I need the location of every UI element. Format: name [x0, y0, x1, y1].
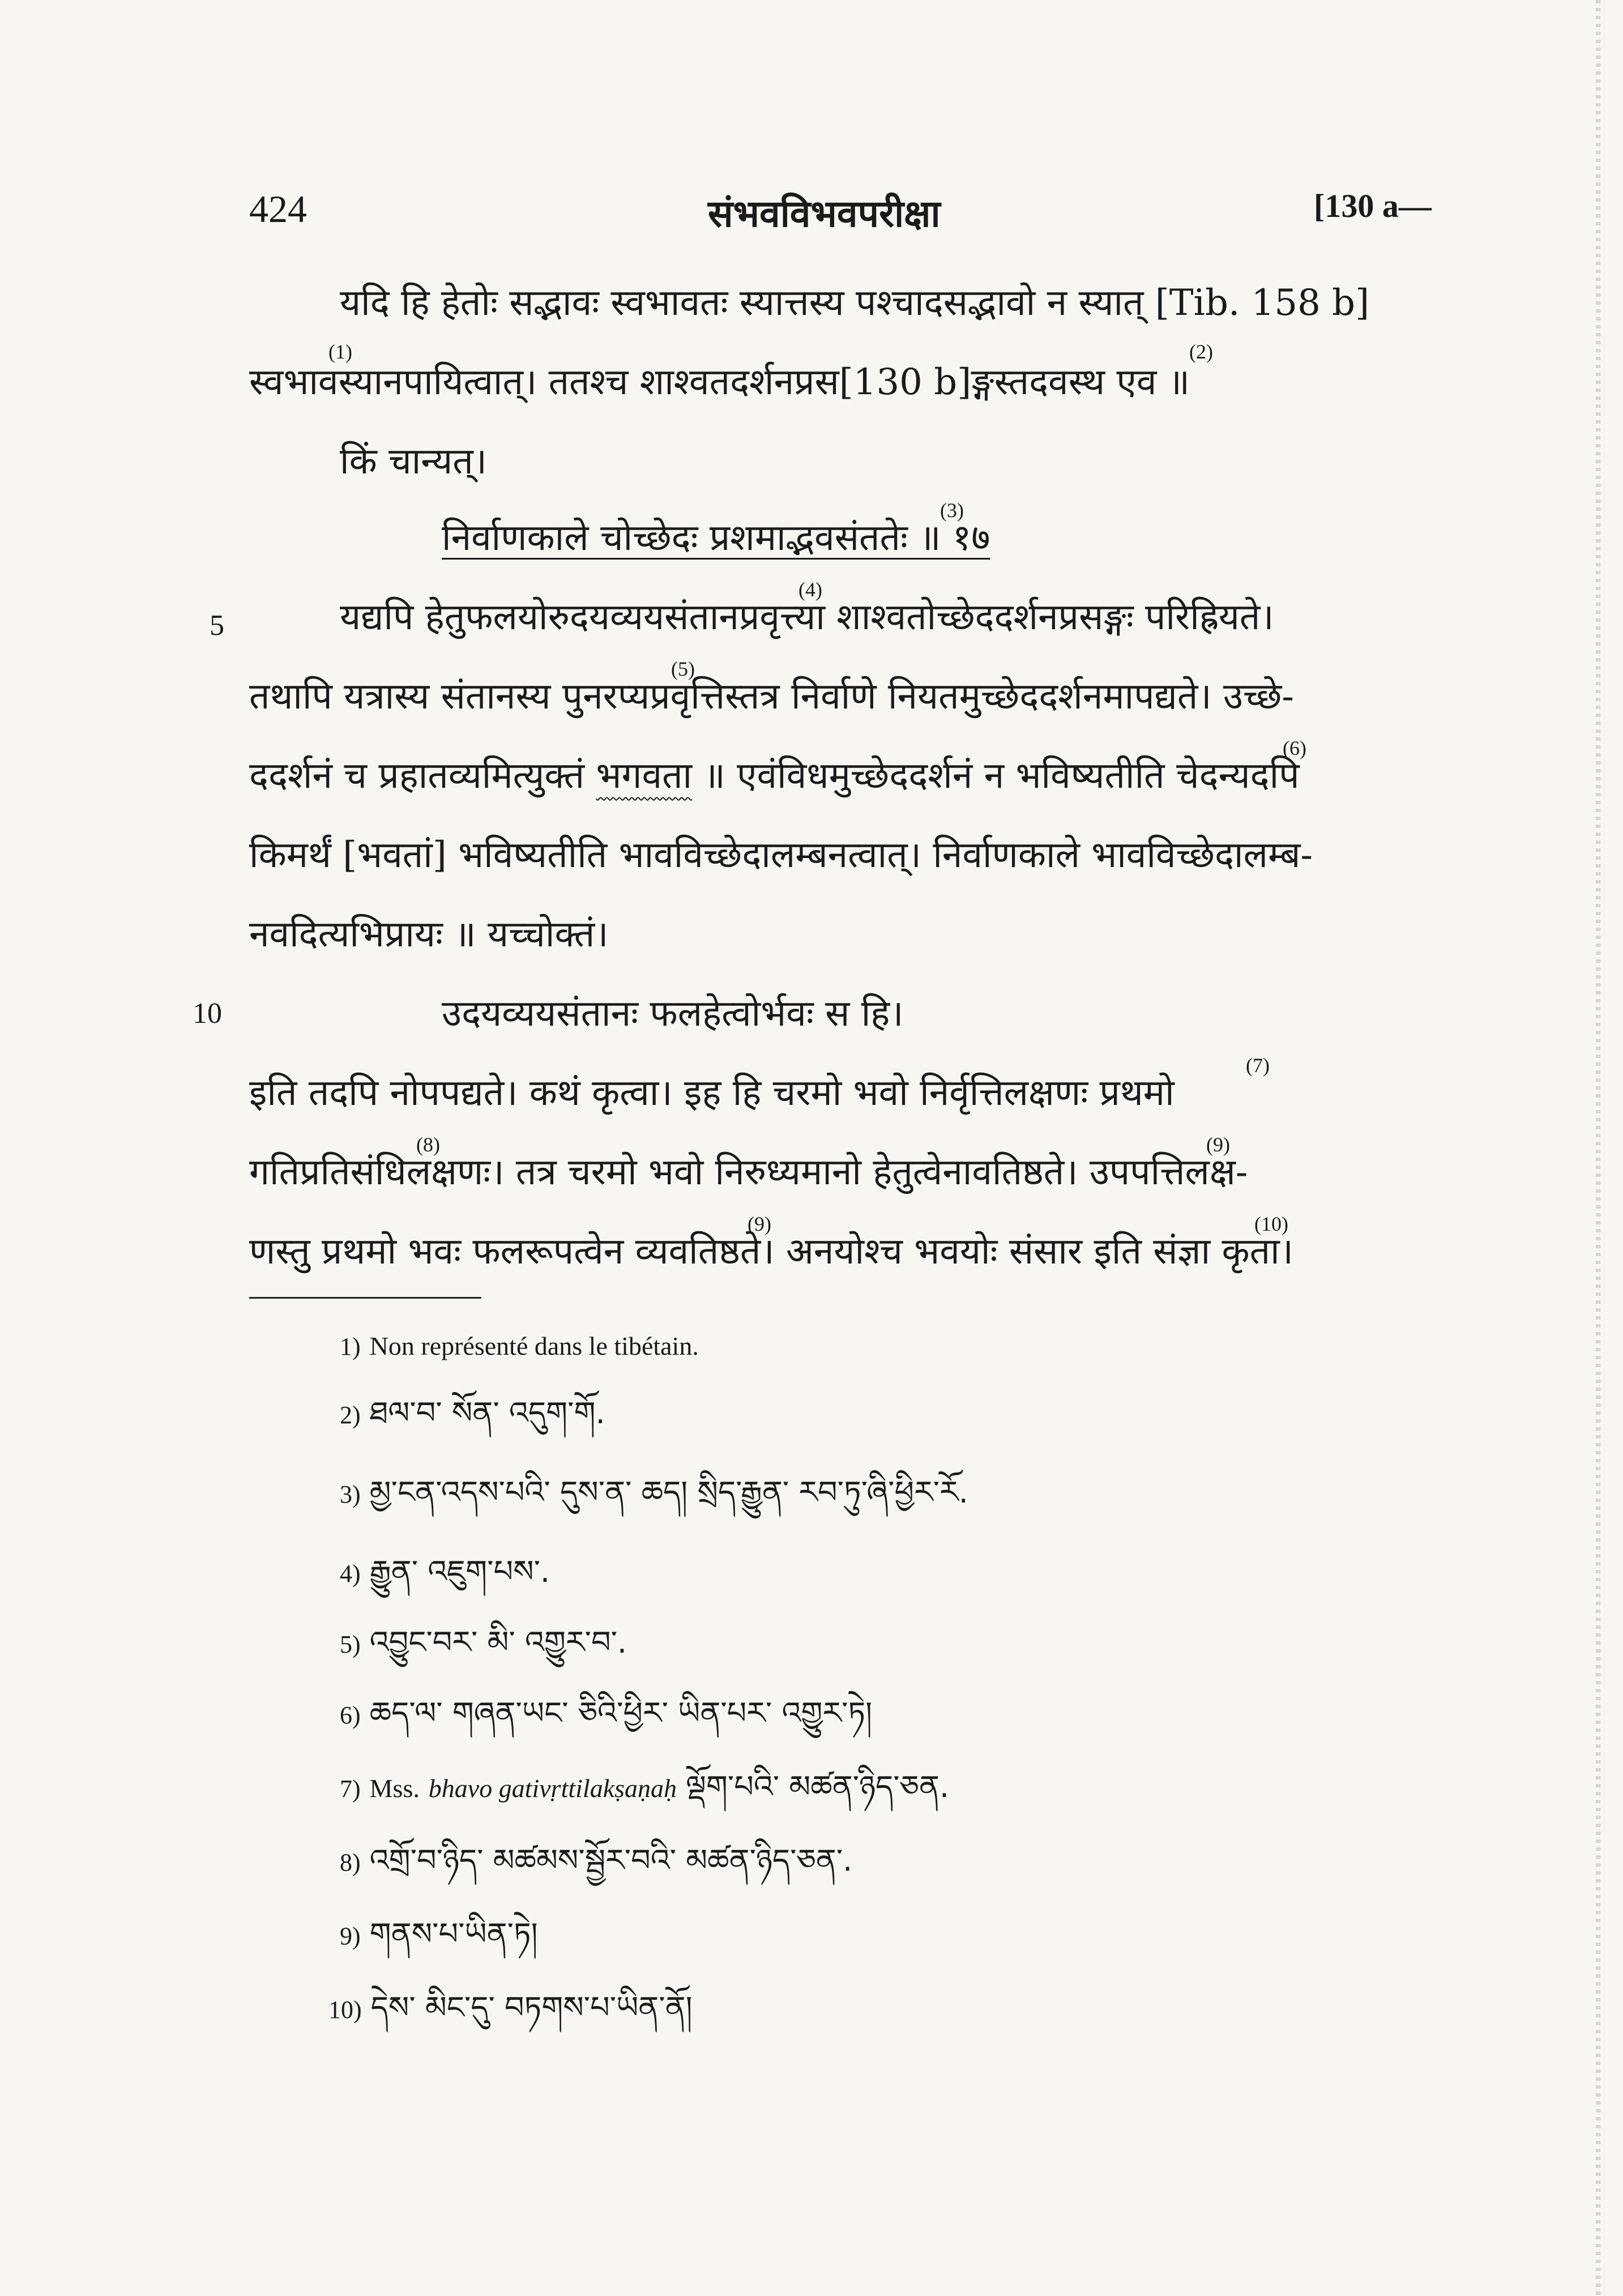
footnote-text: ཐལ་བ་ སོན་ འདུག་གོ. [369, 1395, 605, 1431]
footnote-1 [340, 1320, 699, 1372]
footnote-number: 6) [340, 1701, 361, 1729]
text-line-7 [249, 750, 1300, 801]
scan-edge-artifact [1596, 0, 1600, 2296]
running-title: संभवविभवपरीक्षा [708, 191, 941, 236]
footnote-8 [340, 1835, 852, 1888]
footnote-2 [340, 1388, 605, 1441]
footnote-text: རྒྱུན་ འཇུག་པས་. [369, 1554, 550, 1589]
footnote-prefix: Mss. [369, 1774, 420, 1803]
text-line-6: तथापि यत्रास्य संतानस्य पुनरप्यप्रवृत्तिस्तत्र निर्वाणे नियतमुच्छेददर्शनमापद्यते। उच्छे- [249, 676, 1295, 718]
note-marker: (9) [1206, 1133, 1230, 1156]
footnote-number: 5) [340, 1631, 361, 1658]
note-marker: (3) [940, 499, 964, 522]
footnote-6 [340, 1688, 872, 1741]
footnote-5 [340, 1617, 627, 1670]
running-header [0, 187, 1623, 238]
bhagavata-word: भगवता [596, 755, 693, 797]
note-marker: (7) [1246, 1054, 1270, 1077]
verse-text: निर्वाणकाले चोच्छेदः प्रशमाद्भवसंततेः ॥ १७ [442, 517, 990, 559]
text-line-1: यदि हि हेतोः सद्भावः स्वभावतः स्यात्तस्य पश्चादसद्भावो न स्यात् [Tib. 158 b] [340, 282, 1370, 324]
text-segment: ददर्शनं च प्रहातव्यमित्युक्तं [249, 755, 585, 797]
text-line-12: गतिप्रतिसंधिलक्षणः। तत्र चरमो भवो निरुध्यमानो हेतुत्वेनावतिष्ठते। उपपत्तिलक्ष- [249, 1151, 1248, 1193]
text-line-13: णस्तु प्रथमो भवः फलरूपत्वेन व्यवतिष्ठते। अनयोश्च भवयोः संसार इति संज्ञा कृता। [249, 1231, 1293, 1273]
note-marker: (1) [328, 340, 352, 363]
line-number-10: 10 [193, 997, 222, 1030]
page-number: 424 [249, 187, 307, 231]
footnote-number: 2) [340, 1401, 361, 1429]
note-marker: (10) [1254, 1213, 1288, 1235]
footnote-text: དེས་ མིང་དུ་ བཏགས་པ་ཡིན་ནོ། [370, 1990, 693, 2025]
note-marker: (2) [1189, 340, 1213, 363]
footnote-text: ལྡོག་པའི་ མཚན་ཉིད་ཅན. [685, 1769, 950, 1804]
footnote-text: གནས་པ་ཡིན་ཏེ། [369, 1916, 538, 1952]
footnote-number: 4) [340, 1560, 361, 1587]
note-marker: (6) [1283, 737, 1306, 759]
footnote-number: 3) [340, 1480, 361, 1508]
footnote-italic: bhavo gativṛttilakṣaṇaḥ [428, 1774, 677, 1803]
text-line-8: किमर्थं [भवतां] भविष्यतीति भावविच्छेदालम्बनत्वात्। निर्वाणकाले भावविच्छेदालम्ब- [249, 834, 1313, 876]
text-line-3: किं चान्यत्। [340, 441, 488, 483]
footnote-text: Non représenté dans le tibétain. [369, 1331, 699, 1360]
footnote-number: 1) [340, 1333, 361, 1360]
note-marker: (9) [748, 1213, 771, 1235]
text-line-2: स्वभावस्यानपायित्वात्। ततश्च शाश्वतदर्शनप्रस[130 b]ङ्गस्तदवस्थ एव ॥ [249, 361, 1190, 403]
footnote-9 [340, 1909, 538, 1962]
folio-reference: [130 a— [1314, 187, 1432, 224]
note-marker: (8) [416, 1133, 440, 1156]
footnote-number: 10) [328, 1996, 362, 2024]
line-number-5: 5 [210, 609, 224, 642]
verse-17 [442, 513, 990, 564]
footnote-number: 8) [340, 1849, 361, 1876]
footnote-rule [249, 1297, 481, 1299]
footnote-4 [340, 1546, 550, 1599]
footnote-text: འགྲོ་བ་ཉིད་ མཚམས་སྦྱོར་བའི་ མཚན་ཉིད་ཅན་. [369, 1842, 853, 1878]
text-line-9: नवदित्यभिप्रायः ॥ यच्चोक्तं। [249, 914, 609, 955]
footnote-10 [328, 1982, 693, 2035]
verse-quotation: उदयव्ययसंतानः फलहेत्वोर्भवः स हि। [442, 993, 904, 1035]
footnote-3 [340, 1467, 968, 1520]
footnote-number: 9) [340, 1922, 361, 1950]
note-marker: (5) [671, 658, 695, 680]
note-marker: (4) [798, 578, 822, 601]
text-segment: ॥ एवंविधमुच्छेददर्शनं न भविष्यतीति चेदन्यदपि [703, 755, 1300, 797]
footnote-number: 7) [340, 1775, 361, 1803]
footnote-7 [340, 1761, 949, 1815]
footnote-text: མྱ་ངན་འདས་པའི་ དུས་ན་ ཆད། སྲིད་རྒྱུན་ རབ་ཏུ་ཞི་ཕྱིར་རོ. [369, 1474, 968, 1510]
text-line-11: इति तदपि नोपपद्यते। कथं कृत्वा। इह हि चरमो भवो निर्वृत्तिलक्षणः प्रथमो [249, 1072, 1174, 1114]
text-line-5: यद्यपि हेतुफलयोरुदयव्ययसंतानप्रवृत्त्या शाश्वतोच्छेददर्शनप्रसङ्गः परिह्रियते। [340, 596, 1274, 638]
footnote-text: འབྱུང་བར་ མི་ འགྱུར་བ་. [369, 1624, 627, 1660]
footnote-text: ཆད་ལ་ གཞན་ཡང་ ཅིའི་ཕྱིར་ ཡིན་པར་ འགྱུར་ཏེ། [369, 1695, 873, 1731]
